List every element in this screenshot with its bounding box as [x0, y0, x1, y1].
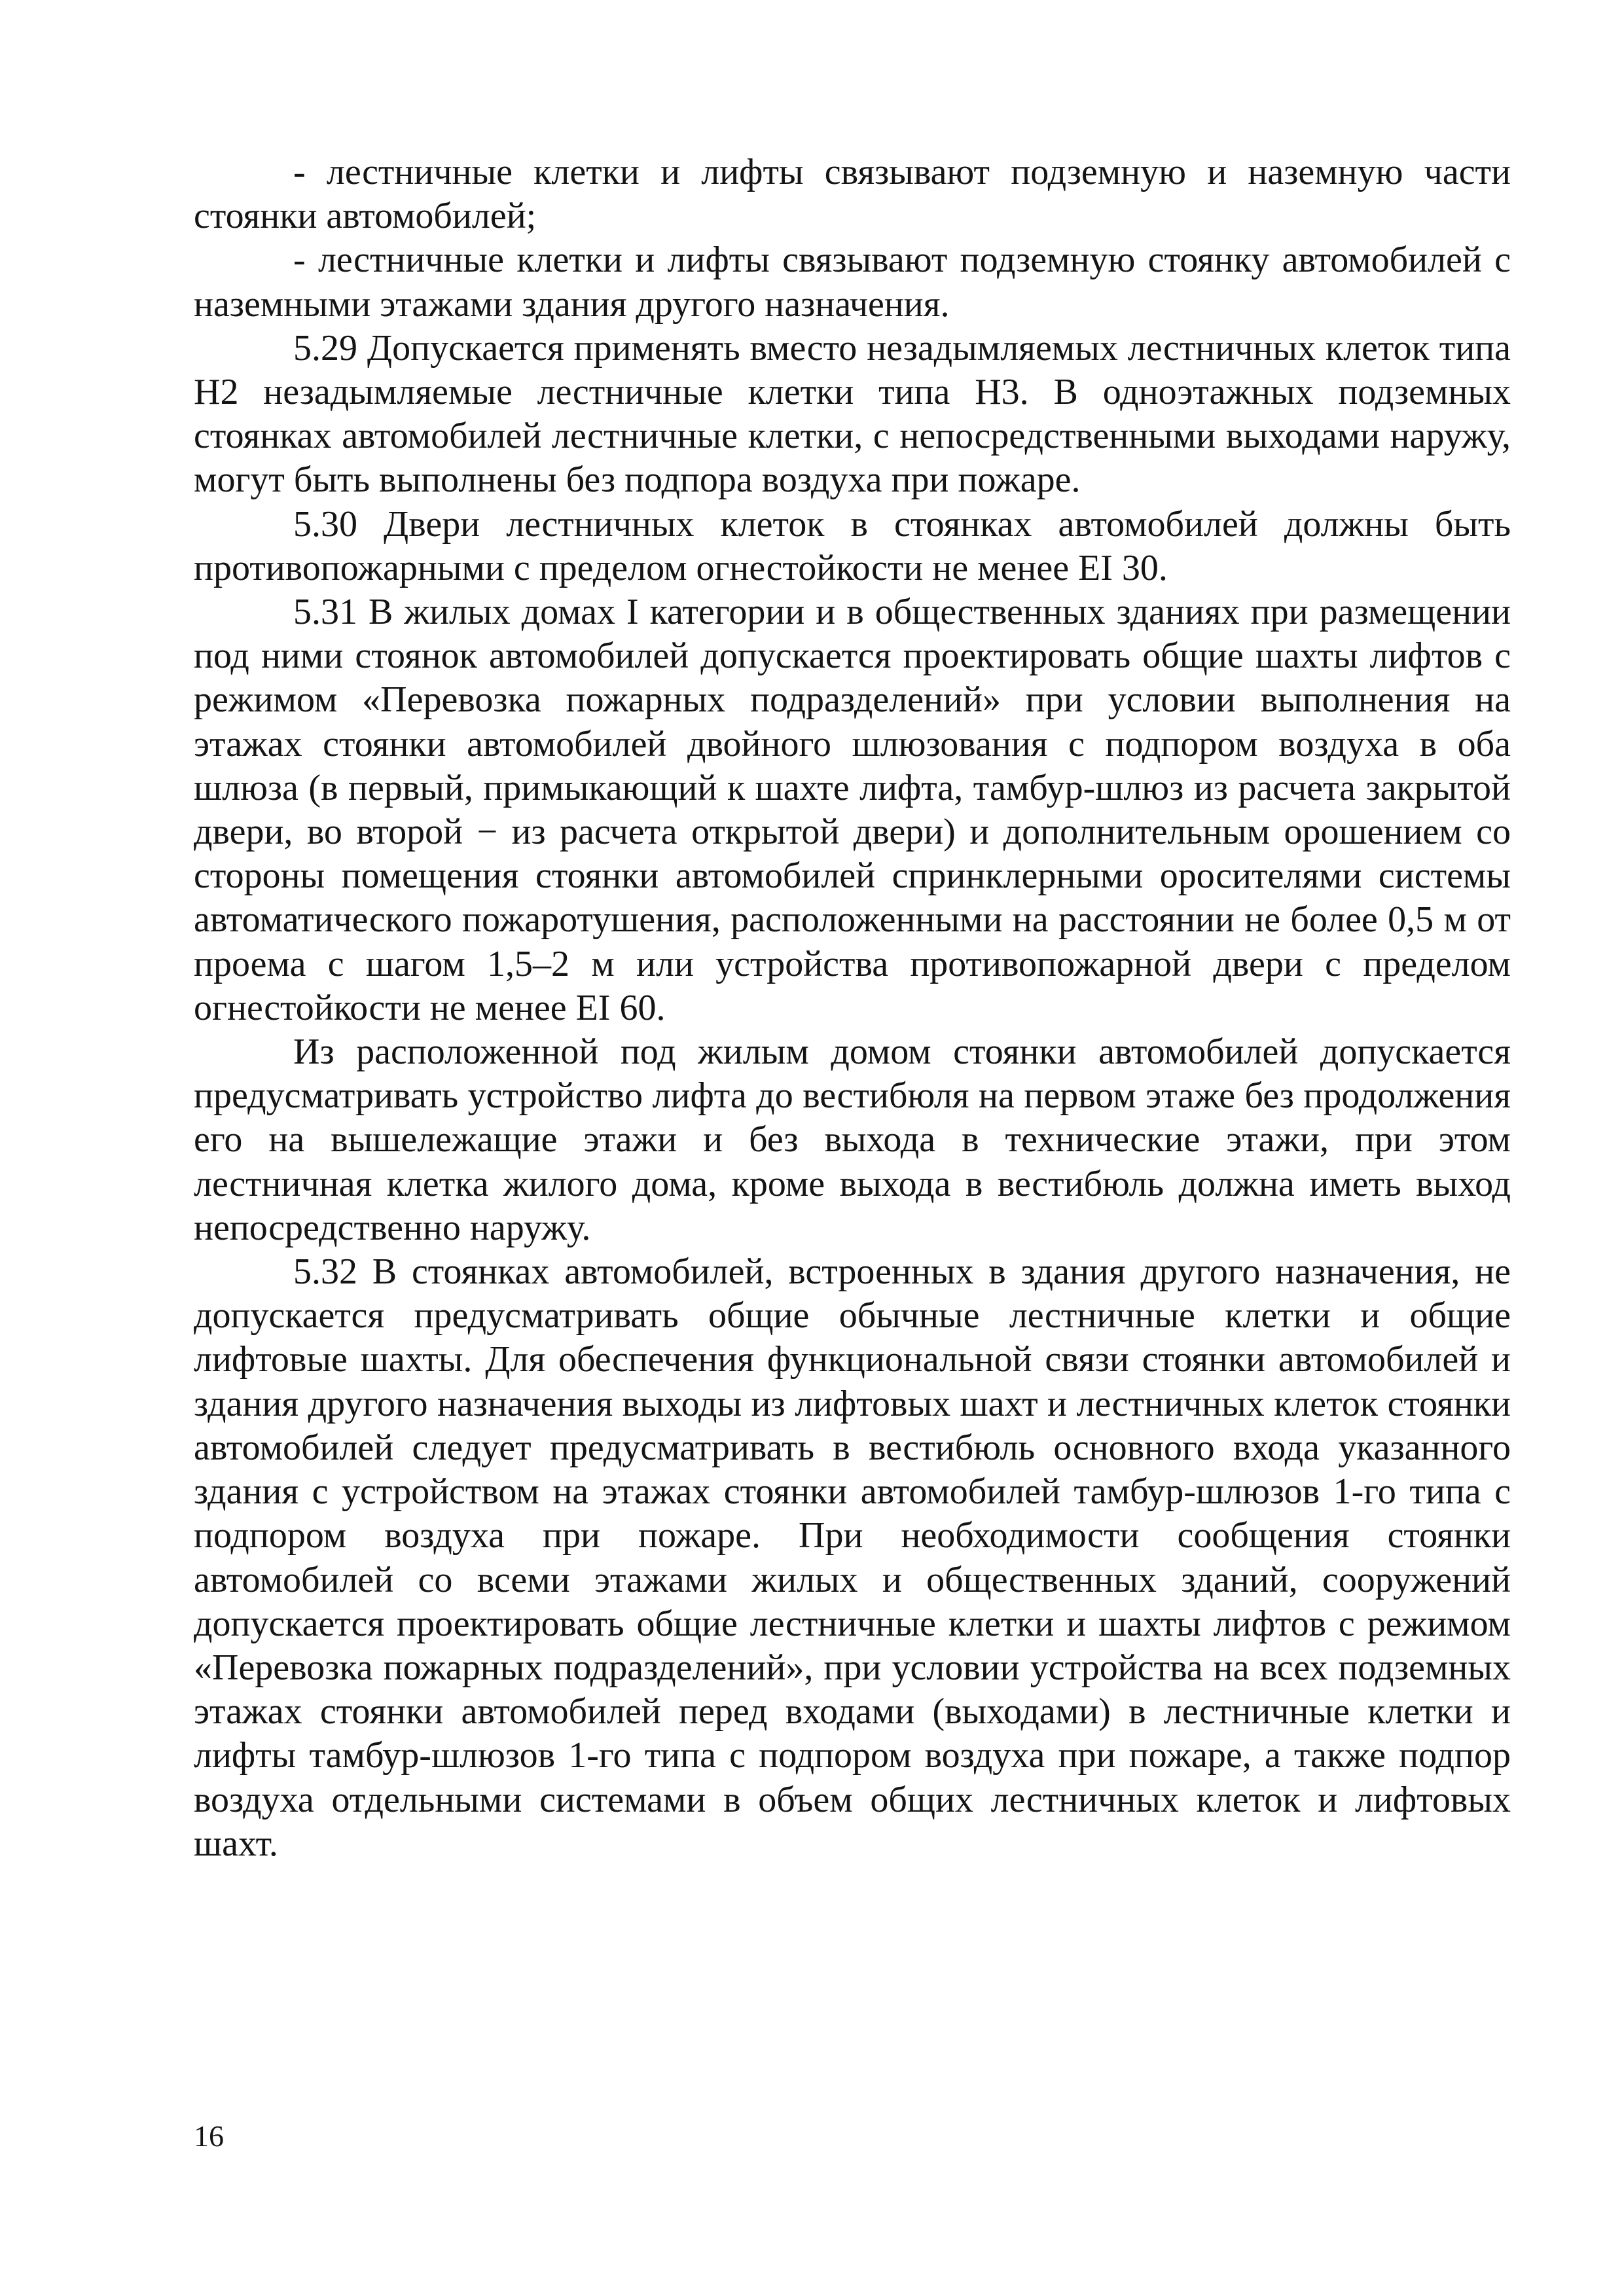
paragraph-5-31-continued: Из расположенной под жилым домом стоянки автомобилей допускается предусматривать устройство лифта до вестибюля на первом этаже без продолжения его на вышележащие этажи и без выхода в технические этажи, при этом лестничная клетка жилого дома, кроме выхода в вестибюль должна иметь выход непосредственно наружу. [194, 1031, 1511, 1248]
page-number: 16 [194, 2119, 224, 2153]
paragraph-5-31: 5.31 В жилых домах I категории и в общественных зданиях при размещении под ними стоянок автомобилей допускается проектировать общие шахты лифтов с режимом «Перевозка пожарных подразделений» при условии выполнения на этажах стоянки автомобилей двойного шлюзования с подпором воздуха в оба шлюза (в первый, примыкающий к шахте лифта, тамбур-шлюз из расчета закрытой двери, во второй − из расчета открытой двери) и дополнительным орошением со стороны помещения стоянки автомобилей спринклерными оросителями системы автоматического пожаротушения, расположенными на расстоянии не более 0,5 м от проема с шагом 1,5–2 м или устройства противопожарной двери с пределом огнестойкости не менее EI 60. [194, 592, 1511, 1028]
paragraph-list-item-1: - лестничные клетки и лифты связывают подземную и наземную части стоянки автомобилей; [194, 152, 1511, 237]
paragraph-5-32: 5.32 В стоянках автомобилей, встроенных в здания другого назначения, не допускается предусматривать общие обычные лестничные клетки и общие лифтовые шахты. Для обеспечения функциональной связи стоянки автомобилей и здания другого назначения выходы из лифтовых шахт и лестничных клеток стоянки автомобилей следует предусматривать в вестибюль основного входа указанного здания с устройством на этажах стоянки автомобилей тамбур-шлюзов 1-го типа с подпором воздуха при пожаре. При необходимости сообщения стоянки автомобилей со всеми этажами жилых и общественных зданий, сооружений допускается проектировать общие лестничные клетки и шахты лифтов с режимом «Перевозка пожарных подразделений», при условии устройства на всех подземных этажах стоянки автомобилей перед входами (выходами) в лестничные клетки и лифты тамбур-шлюзов 1-го типа с подпором воздуха при пожаре, а также подпор воздуха отдельными системами в объем общих лестничных клеток и лифтовых шахт. [194, 1251, 1511, 1864]
paragraph-5-29: 5.29 Допускается применять вместо незадымляемых лестничных клеток типа Н2 незадымляемые лестничные клетки типа Н3. В одноэтажных подземных стоянках автомобилей лестничные клетки, с непосредственными выходами наружу, могут быть выполнены без подпора воздуха при пожаре. [194, 327, 1511, 501]
paragraph-list-item-2: - лестничные клетки и лифты связывают подземную стоянку автомобилей с наземными этажами здания другого назначения. [194, 240, 1511, 325]
paragraph-5-30: 5.30 Двери лестничных клеток в стоянках автомобилей должны быть противопожарными с пределом огнестойкости не менее EI 30. [194, 503, 1511, 588]
body-text [194, 151, 1511, 1866]
